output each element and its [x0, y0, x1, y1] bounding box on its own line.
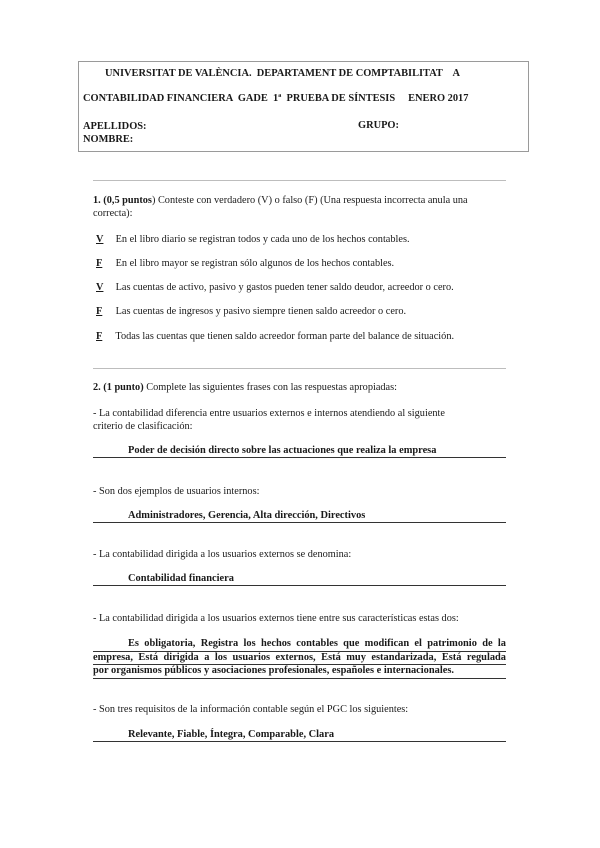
vf-answer[interactable]: F	[96, 258, 103, 269]
answer-field[interactable]: Administradores, Gerencia, Alta dirección, Directivos	[93, 510, 506, 523]
answer-line: Es obligatoria, Registra los hechos contables que modifican el patrimonio de la	[93, 638, 506, 652]
vf-answer[interactable]: F	[96, 331, 103, 342]
vf-statement: Las cuentas de ingresos y pasivo siempre tienen saldo acreedor o cero.	[115, 306, 407, 317]
answer-field[interactable]: Relevante, Fiable, Íntegra, Comparable, Clara	[93, 729, 506, 742]
vf-item	[93, 282, 454, 293]
answer-field[interactable]: Poder de decisión directo sobre las actuaciones que realiza la empresa	[93, 445, 506, 458]
question-1-statement: ) Conteste con verdadero (V) o falso (F) (Una respuesta incorrecta anula una	[151, 195, 468, 206]
answer-field[interactable]	[93, 638, 506, 679]
vf-statement: Las cuentas de activo, pasivo y gastos pueden tener saldo deudor, acreedor o cero.	[115, 282, 454, 293]
vf-item	[93, 234, 410, 245]
question-1-statement-cont: correcta):	[93, 208, 133, 219]
vf-item	[93, 306, 406, 317]
nombre-label: NOMBRE:	[83, 134, 134, 145]
prompt-text: - Son tres requisitos de la información contable según el PGC los siguientes:	[93, 704, 409, 715]
apellidos-label: APELLIDOS:	[83, 121, 147, 132]
exam-header-box	[78, 61, 529, 152]
prompt-text: - Son dos ejemplos de usuarios internos:	[93, 486, 260, 497]
grupo-label: GRUPO:	[358, 120, 399, 131]
prompt-text: - La contabilidad diferencia entre usuarios externos e internos atendiendo al siguiente	[93, 408, 445, 419]
vf-item	[93, 331, 454, 342]
prompt-text: - La contabilidad dirigida a los usuarios externos se denomina:	[93, 549, 352, 560]
section-divider	[93, 368, 506, 369]
vf-answer[interactable]: F	[96, 306, 103, 317]
vf-answer[interactable]: V	[96, 234, 104, 245]
vf-statement: En el libro mayor se registran sólo algunos de los hechos contables.	[115, 258, 395, 269]
answer-line: por organismos públicos y asociaciones profesionales, españoles e internacionales.	[93, 665, 506, 679]
vf-statement: En el libro diario se registran todos y cada uno de los hechos contables.	[115, 234, 410, 245]
question-1-heading	[93, 194, 506, 207]
header-university-line: UNIVERSITAT DE VALÈNCIA. DEPARTAMENT DE COMPTABILITAT A	[105, 68, 460, 79]
answer-line: empresa, Está dirigida a los usuarios externos, Está muy estandarizada, Está regulada	[93, 652, 506, 666]
section-divider	[93, 180, 506, 181]
vf-statement: Todas las cuentas que tienen saldo acreedor forman parte del balance de situación.	[115, 331, 455, 342]
answer-field[interactable]: Contabilidad financiera	[93, 573, 506, 586]
question-2-number: 2. (1 punto)	[93, 382, 144, 393]
prompt-text: criterio de clasificación:	[93, 421, 193, 432]
prompt-text: - La contabilidad dirigida a los usuarios externos tiene entre sus características estas dos:	[93, 613, 459, 624]
question-2-heading	[93, 381, 397, 394]
vf-item	[93, 258, 394, 269]
header-course-line: CONTABILIDAD FINANCIERA GADE 1ª PRUEBA DE SÍNTESIS ENERO 2017	[83, 93, 469, 104]
question-2-statement: Complete las siguientes frases con las respuestas apropiadas:	[143, 382, 397, 393]
vf-answer[interactable]: V	[96, 282, 104, 293]
question-1-number: 1. (0,5 puntos	[93, 195, 152, 206]
